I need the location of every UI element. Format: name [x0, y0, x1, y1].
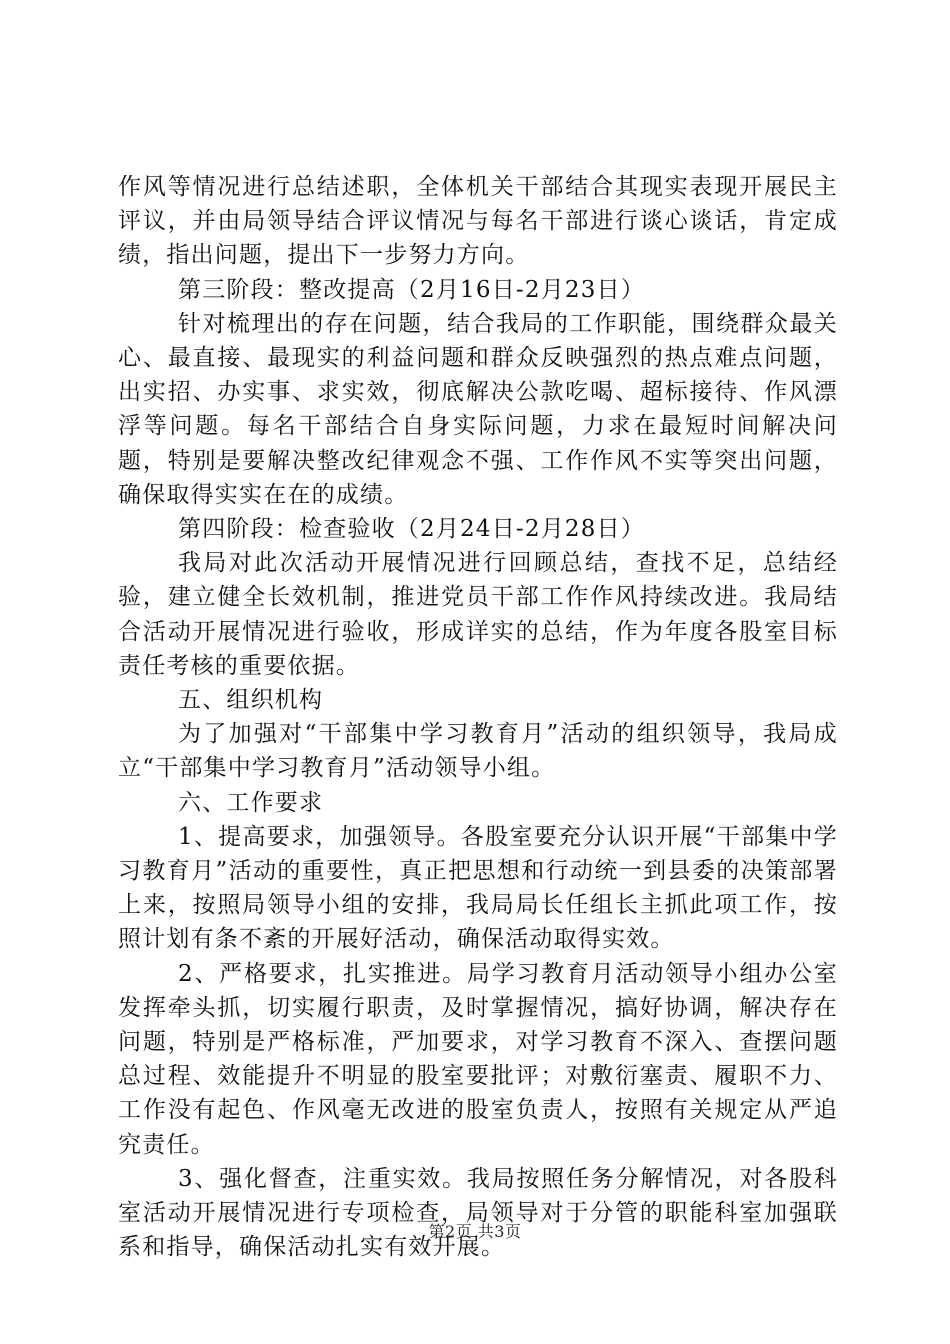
- body-paragraph: 针对梳理出的存在问题，结合我局的工作职能，围绕群众最关心、最直接、最现实的利益问题和群众反映强烈的热点难点问题，出实招、办实事、求实效，彻底解决公款吃喝、超标接待、作风漂浮等问题。每名干部结合自身实际问题，力求在最短时间解决问题，特别是要解决整改纪律观念不强、工作作风不实等突出问题，确保取得实实在在的成绩。: [118, 310, 838, 508]
- section-heading: 第四阶段：检查验收（2月24日-2月28日）: [178, 516, 645, 543]
- body-paragraph: 2、严格要求，扎实推进。局学习教育月活动领导小组办公室发挥牵头抓，切实履行职责，及时掌握情况，搞好协调，解决存在问题，特别是严格标准，严加要求，对学习教育不深入、查摆问题总过程、效能提升不明显的股室要批评；对敷衍塞责、履职不力、工作没有起色、作风毫无改进的股室负责人，按照有关规定从严追究责任。: [118, 960, 838, 1158]
- body-paragraph: 作风等情况进行总结述职，全体机关干部结合其现实表现开展民主评议，并由局领导结合评议情况与每名干部进行谈心谈话，肯定成绩，指出问题，提出下一步努力方向。: [118, 174, 838, 269]
- section-heading: 五、组织机构: [178, 687, 324, 714]
- document-body: [118, 170, 838, 1265]
- page-footer: 第2页 共3页: [428, 1222, 522, 1241]
- body-paragraph: 3、强化督查，注重实效。我局按照任务分解情况，对各股科室活动开展情况进行专项检查，局领导对于分管的职能科室加强联系和指导，确保活动扎实有效开展。: [118, 1165, 838, 1261]
- section-heading: 六、工作要求: [178, 789, 324, 816]
- section-heading: 第三阶段：整改提高（2月16日-2月23日）: [178, 276, 645, 303]
- body-paragraph: 我局对此次活动开展情况进行回顾总结，查找不足，总结经验，建立健全长效机制，推进党员干部工作作风持续改进。我局结合活动开展情况进行验收，形成详实的总结，作为年度各股室目标责任考核的重要依据。: [118, 550, 838, 679]
- body-paragraph: 1、提高要求，加强领导。各股室要充分认识开展“干部集中学习教育月”活动的重要性，真正把思想和行动统一到县委的决策部署上来，按照局领导小组的安排，我局局长任组长主抓此项工作，按照计划有条不紊的开展好活动，确保活动取得实效。: [118, 823, 838, 953]
- body-paragraph: 为了加强对“干部集中学习教育月”活动的组织领导，我局成立“干部集中学习教育月”活动领导小组。: [118, 721, 838, 782]
